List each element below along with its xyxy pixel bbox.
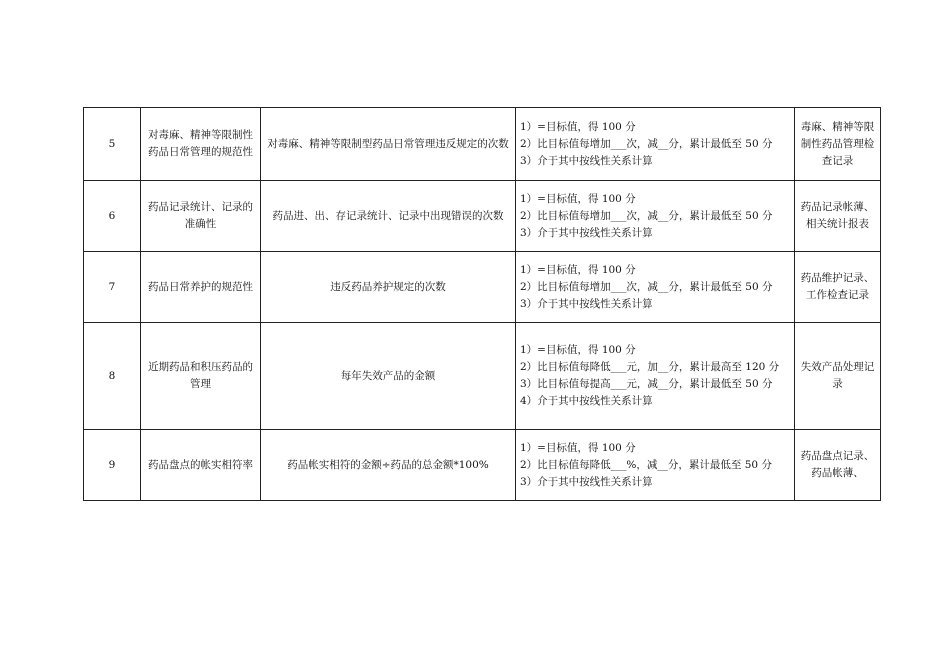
table-row [84, 430, 881, 501]
scoring-rules [516, 430, 795, 501]
indicator-name: 近期药品和积压药品的管理 [141, 323, 261, 430]
indicator-formula: 对毒麻、精神等限制型药品日常管理违反规定的次数 [261, 108, 516, 181]
row-number: 6 [84, 181, 141, 252]
scoring-rules [516, 108, 795, 181]
rule-line: 1）=目标值，得 100 分 [520, 263, 636, 276]
indicator-formula: 每年失效产品的金额 [261, 323, 516, 430]
indicator-name: 对毒麻、精神等限制性药品日常管理的规范性 [141, 108, 261, 181]
rule-line: 3）比目标值每提高___元，减__分，累计最低至 50 分 [520, 378, 773, 390]
kpi-table [83, 107, 881, 501]
data-source: 药品维护记录、工作检查记录 [795, 252, 881, 323]
rule-line: 3）介于其中按线性关系计算 [520, 154, 653, 167]
rule-line: 2）比目标值每增加___次，减__分，累计最低至 50 分 [520, 137, 773, 150]
indicator-name: 药品记录统计、记录的准确性 [141, 181, 261, 252]
row-number: 7 [84, 252, 141, 323]
table-row [84, 108, 881, 181]
scoring-rules [516, 323, 795, 430]
scoring-rules [516, 181, 795, 252]
rule-line: 2）比目标值每降低___元，加__分，累计最高至 120 分 [520, 361, 780, 373]
scoring-rules [516, 252, 795, 323]
row-number: 8 [84, 323, 141, 430]
rule-line: 3）介于其中按线性关系计算 [520, 226, 653, 239]
data-source: 药品记录帐薄、相关统计报表 [795, 181, 881, 252]
rule-line: 3）介于其中按线性关系计算 [520, 475, 653, 488]
rule-line: 2）比目标值每增加___次，减__分，累计最低至 50 分 [520, 280, 773, 293]
indicator-name: 药品日常养护的规范性 [141, 252, 261, 323]
rule-line: 1）=目标值，得 100 分 [520, 192, 636, 205]
table-row [84, 323, 881, 430]
data-source: 药品盘点记录、药品帐薄、 [795, 430, 881, 501]
table-row [84, 181, 881, 252]
rule-line: 3）介于其中按线性关系计算 [520, 297, 653, 310]
data-source: 失效产品处理记录 [795, 323, 881, 430]
rule-line: 2）比目标值每降低___%，减__分，累计最低至 50 分 [520, 458, 772, 471]
rule-line: 1）=目标值，得 100 分 [520, 441, 636, 454]
row-number: 9 [84, 430, 141, 501]
rule-line: 1）=目标值，得 100 分 [520, 344, 636, 356]
row-number: 5 [84, 108, 141, 181]
data-source: 毒麻、精神等限制性药品管理检查记录 [795, 108, 881, 181]
rule-line: 1）=目标值，得 100 分 [520, 120, 636, 133]
rule-line: 4）介于其中按线性关系计算 [520, 395, 653, 407]
indicator-formula: 违反药品养护规定的次数 [261, 252, 516, 323]
indicator-name: 药品盘点的帐实相符率 [141, 430, 261, 501]
table-row [84, 252, 881, 323]
indicator-formula: 药品帐实相符的金额÷药品的总金额*100% [261, 430, 516, 501]
indicator-formula: 药品进、出、存记录统计、记录中出现错误的次数 [261, 181, 516, 252]
rule-line: 2）比目标值每增加___次，减__分，累计最低至 50 分 [520, 209, 773, 222]
